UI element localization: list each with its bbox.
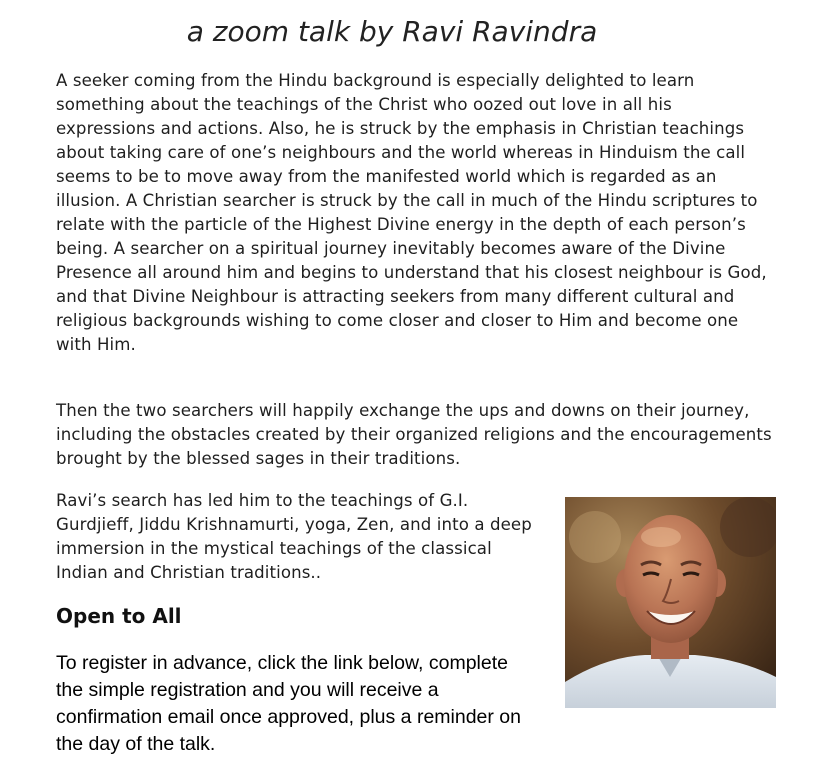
exchange-paragraph: Then the two searchers will happily exchange the ups and downs on their journey, including the obstacles created by their organized religions and the encouragements brought by the blessed sages in their traditions. <box>56 401 772 468</box>
bio-paragraph: Ravi’s search has led him to the teachings of G.I. Gurdjieff, Jiddu Krishnamurti, yoga, Zen, and into a deep immersion in the mystical teachings of the classical Indian and Christian traditions.. <box>56 491 532 582</box>
open-to-all-heading: Open to All <box>56 604 182 628</box>
speaker-portrait <box>565 497 776 708</box>
page-title: a zoom talk by Ravi Ravindra <box>186 15 598 48</box>
registration-instructions: To register in advance, click the link below, complete the simple registration and you will receive a confirmation email once approved, plus a reminder on the day of the talk. <box>56 652 522 755</box>
intro-paragraph: A seeker coming from the Hindu background is especially delighted to learn something about the teachings of the Christ who oozed out love in all his expressions and actions. Also, he is struck by the emphasis in Christian teachings about taking care of one’s neighbours and the world whereas in Hinduism the call seems to be to move away from the manifested world which is regarded as an illusion. A Christian searcher is struck by the call in much of the Hindu scriptures to relate with the particle of the Highest Divine energy in the depth of each person’s being. A searcher on a spiritual journey inevitably becomes aware of the Divine Presence all around him and begins to understand that his closest neighbour is God, and that Divine Neighbour is attracting seekers from many different cultural and religious backgrounds wishing to come closer and closer to Him and become one with Him. <box>56 71 767 354</box>
